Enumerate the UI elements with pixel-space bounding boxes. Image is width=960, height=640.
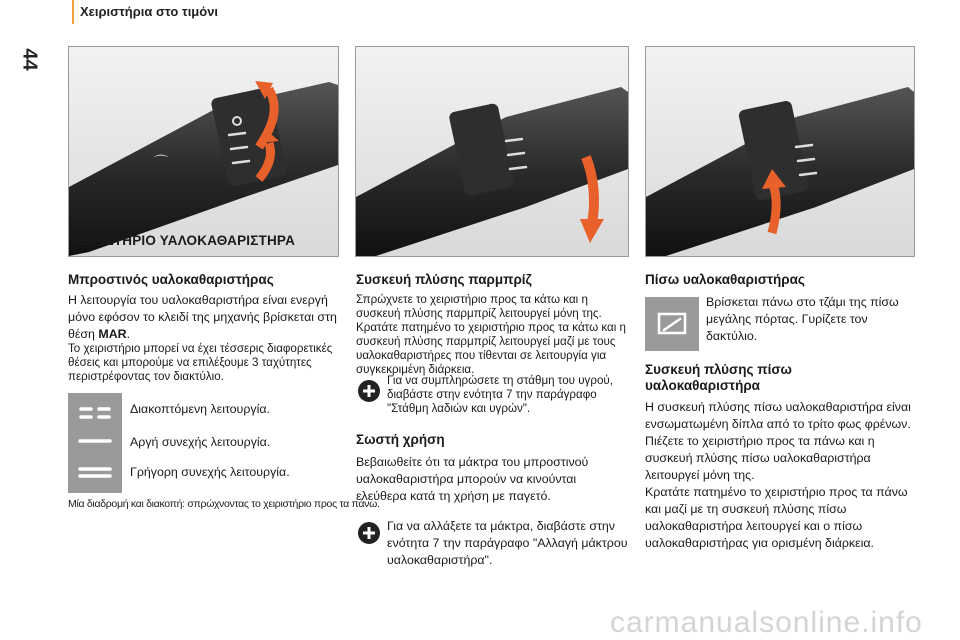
front-wiper-paragraph: Η λειτουργία του υαλοκαθαριστήρα είναι ενεργή μόνο εφόσον το κλειδί της μηχανής βρίσκεται στη θέση MAR. xyxy=(68,293,337,341)
info-plus-icon xyxy=(358,380,380,402)
stalk-photo-washer xyxy=(355,46,629,257)
front-wiper-heading: Μπροστινός υαλοκαθαριστήρας xyxy=(68,272,274,287)
info-plus-icon xyxy=(358,522,380,544)
rear-wiper-heading: Πίσω υαλοκαθαριστήρας xyxy=(645,272,805,287)
stalk-photo-rear xyxy=(645,46,915,257)
washer-heading: Συσκευή πλύσης παρμπρίζ xyxy=(356,272,532,287)
page-title: ΧΕΙΡΙΣΤΗΡΙΟ ΥΑΛΟΚΑΘΑΡΙΣΤΗΡΑ xyxy=(70,233,296,248)
mode-fast: Γρήγορη συνεχής λειτουργία. xyxy=(130,465,290,479)
single-wipe-note: Μία διαδρομή και διακοπή: σπρώχνοντας το χειριστήριο προς τα πάνω. xyxy=(68,498,380,510)
page-number: 44 xyxy=(18,48,41,71)
rear-washer-paragraph: Η συσκευή πλύσης πίσω υαλοκαθαριστήρα είναι ενσωματωμένη δίπλα από το τρίτο φως φρένων. Πιέζετε το χειριστήριο προς τα πάνω και η συσκευή πλύσης πίσω υαλοκαθαριστήρα λειτουργεί μόνη της. Κρατάτε πατημένο το χειριστήριο προς τα πάνω και μαζί με τη συσκευή πλύσης πίσω υαλοκαθαριστήρα λειτουργεί και ο πίσω υαλοκαθαριστήρας για ορισμένη διάρκεια. xyxy=(645,400,911,550)
front-wiper-speeds: Το χειριστήριο μπορεί να έχει τέσσερις διαφορετικές θέσεις και μπορούμε να επιλέξουμε 3 ταχύτητες περιστρέφοντας τον διακτύλιο. xyxy=(68,342,333,383)
stalk-photo-front xyxy=(68,46,339,257)
rear-wiper-icon xyxy=(645,297,699,351)
watermark: carmanualsonline.info xyxy=(610,606,923,639)
wiper-mode-icons xyxy=(68,393,122,493)
header-accent-line xyxy=(72,0,74,24)
section-header: Χειριστήρια στο τιμόνι xyxy=(80,4,219,19)
mode-intermittent: Διακοπτόμενη λειτουργία. xyxy=(130,402,270,416)
rear-wiper-paragraph: Βρίσκεται πάνω στο τζάμι της πίσω μεγάλης πόρτας. Γυρίζετε τον δακτύλιο. xyxy=(706,295,899,343)
proper-use-tip: Για να αλλάξετε τα μάκτρα, διαβάστε στην ενότητα 7 την παράγραφο "Αλλαγή μάκτρου υαλοκαθαριστήρα". xyxy=(387,519,628,567)
washer-tip: Για να συμπληρώσετε τη στάθμη του υγρού, διαβάστε στην ενότητα 7 την παράγραφο "Στάθμη λαδιών και υγρών". xyxy=(387,374,613,415)
rear-washer-heading: Συσκευή πλύσης πίσω υαλοκαθαριστήρα xyxy=(645,362,792,393)
washer-paragraph: Σπρώχνετε το χειριστήριο προς τα κάτω και η συσκευή πλύσης παρμπρίζ λειτουργεί μόνη της. Κρατάτε πατημένο το χειριστήριο προς τα κάτω και η συσκευή πλύσης παρμπρίζ λειτουργεί μαζί με τους υαλοκαθαριστήρες που τίθενται σε λειτουργία για συγκεκριμένη διάρκεια. xyxy=(356,293,626,376)
svg-text:⌒: ⌒ xyxy=(154,155,168,171)
proper-use-heading: Σωστή χρήση xyxy=(356,432,445,447)
proper-use-paragraph: Βεβαιωθείτε ότι τα μάκτρα του μπροστινού υαλοκαθαριστήρα μπορούν να κινούνται ελεύθερα κατά τη χρήση με παγετό. xyxy=(356,455,589,503)
mode-slow: Αργή συνεχής λειτουργία. xyxy=(130,435,271,449)
